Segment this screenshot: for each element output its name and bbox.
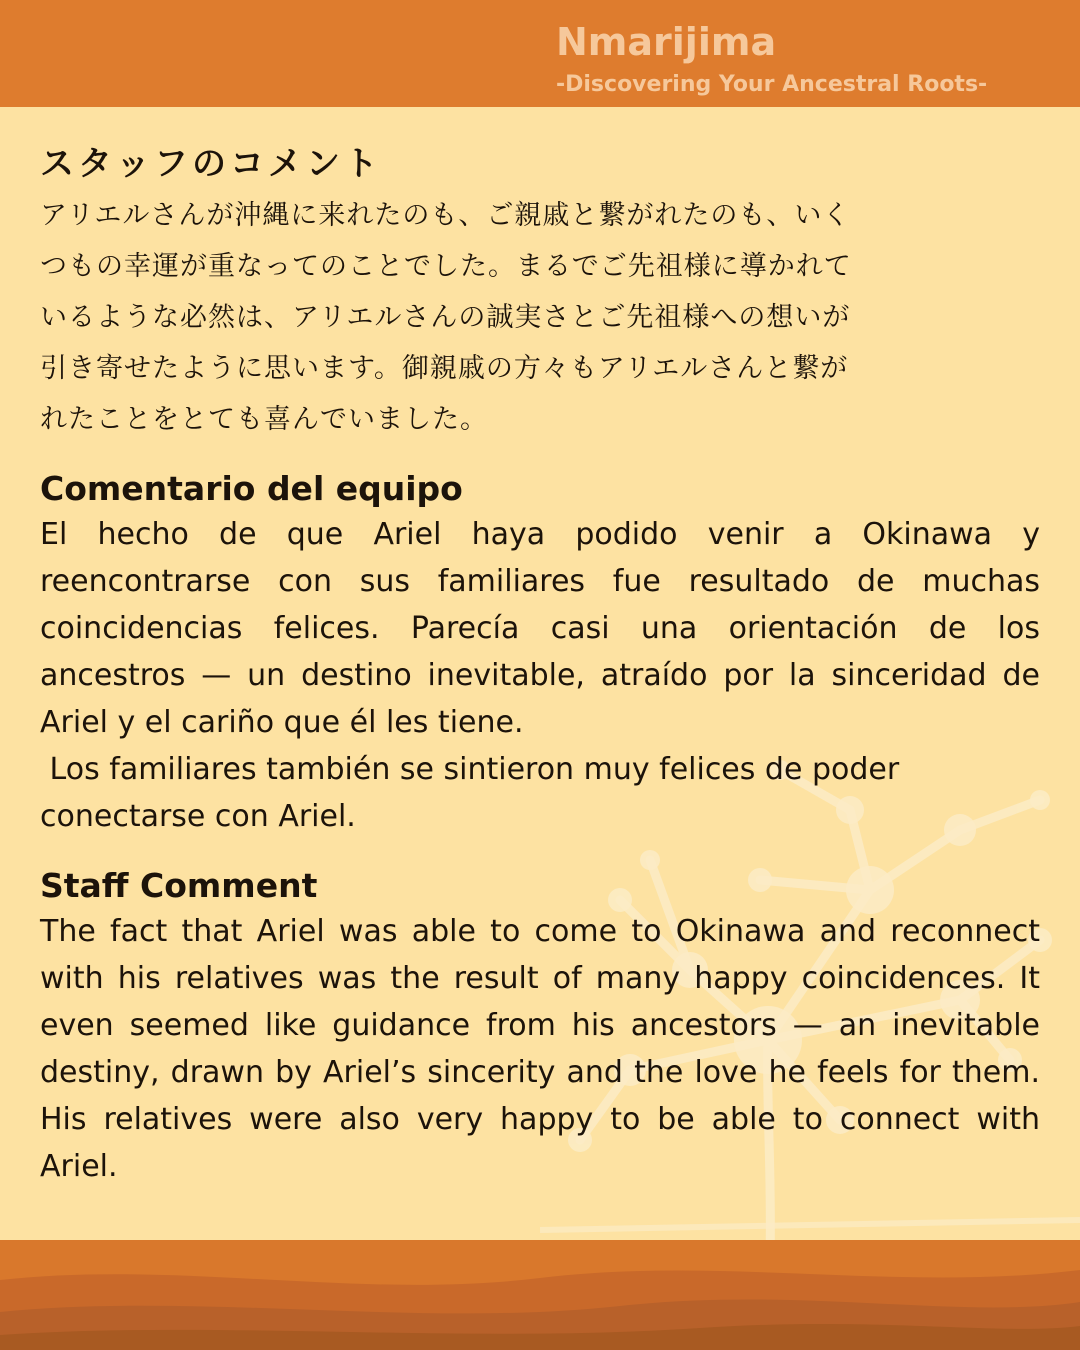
comment-content bbox=[40, 140, 1040, 1190]
section-english bbox=[40, 864, 1040, 1190]
header-banner bbox=[0, 0, 1080, 107]
spanish-title: Comentario del equipo bbox=[40, 469, 463, 508]
japanese-line: つもの幸運が重なってのことでした。まるでご先祖様に導かれて bbox=[40, 251, 852, 282]
footer-hills bbox=[0, 1240, 1080, 1350]
spanish-paragraph-2: Los familiares también se sintieron muy felices de poder conectarse con Ariel. bbox=[40, 752, 909, 834]
japanese-line: いるような必然は、アリエルさんの誠実さとご先祖様への想いが bbox=[40, 302, 851, 333]
japanese-line: れたことをとても喜んでいました。 bbox=[40, 404, 488, 435]
section-spanish bbox=[40, 467, 1040, 840]
japanese-line: 引き寄せたように思います。御親戚の方々もアリエルさんと繋が bbox=[40, 353, 849, 384]
japanese-title: スタッフのコメント bbox=[40, 144, 382, 184]
japanese-body bbox=[40, 190, 1040, 445]
brand-tagline: -Discovering Your Ancestral Roots- bbox=[556, 72, 988, 97]
spanish-paragraph: El hecho de que Ariel haya podido venir a Okinawa y reencontrarse con sus familiares fue resultado de muchas coincidencias felices. Parecía casi una orientación de los ancestros — un destino inevitable, atraído por la sinceridad de Ariel y el cariño que él les tiene. bbox=[40, 517, 1040, 740]
japanese-line: アリエルさんが沖縄に来れたのも、ご親戚と繋がれたのも、いく bbox=[40, 200, 851, 231]
section-japanese bbox=[40, 140, 1040, 445]
english-paragraph: The fact that Ariel was able to come to Okinawa and reconnect with his relatives was the result of many happy coincidences. It even seemed like guidance from his ancestors — an inevitable destiny, drawn by Ariel’s sincerity and the love he feels for them. His relatives were also very happy to be able to connect with Ariel. bbox=[40, 914, 1040, 1184]
brand-title: Nmarijima bbox=[556, 20, 777, 64]
english-title: Staff Comment bbox=[40, 866, 318, 905]
